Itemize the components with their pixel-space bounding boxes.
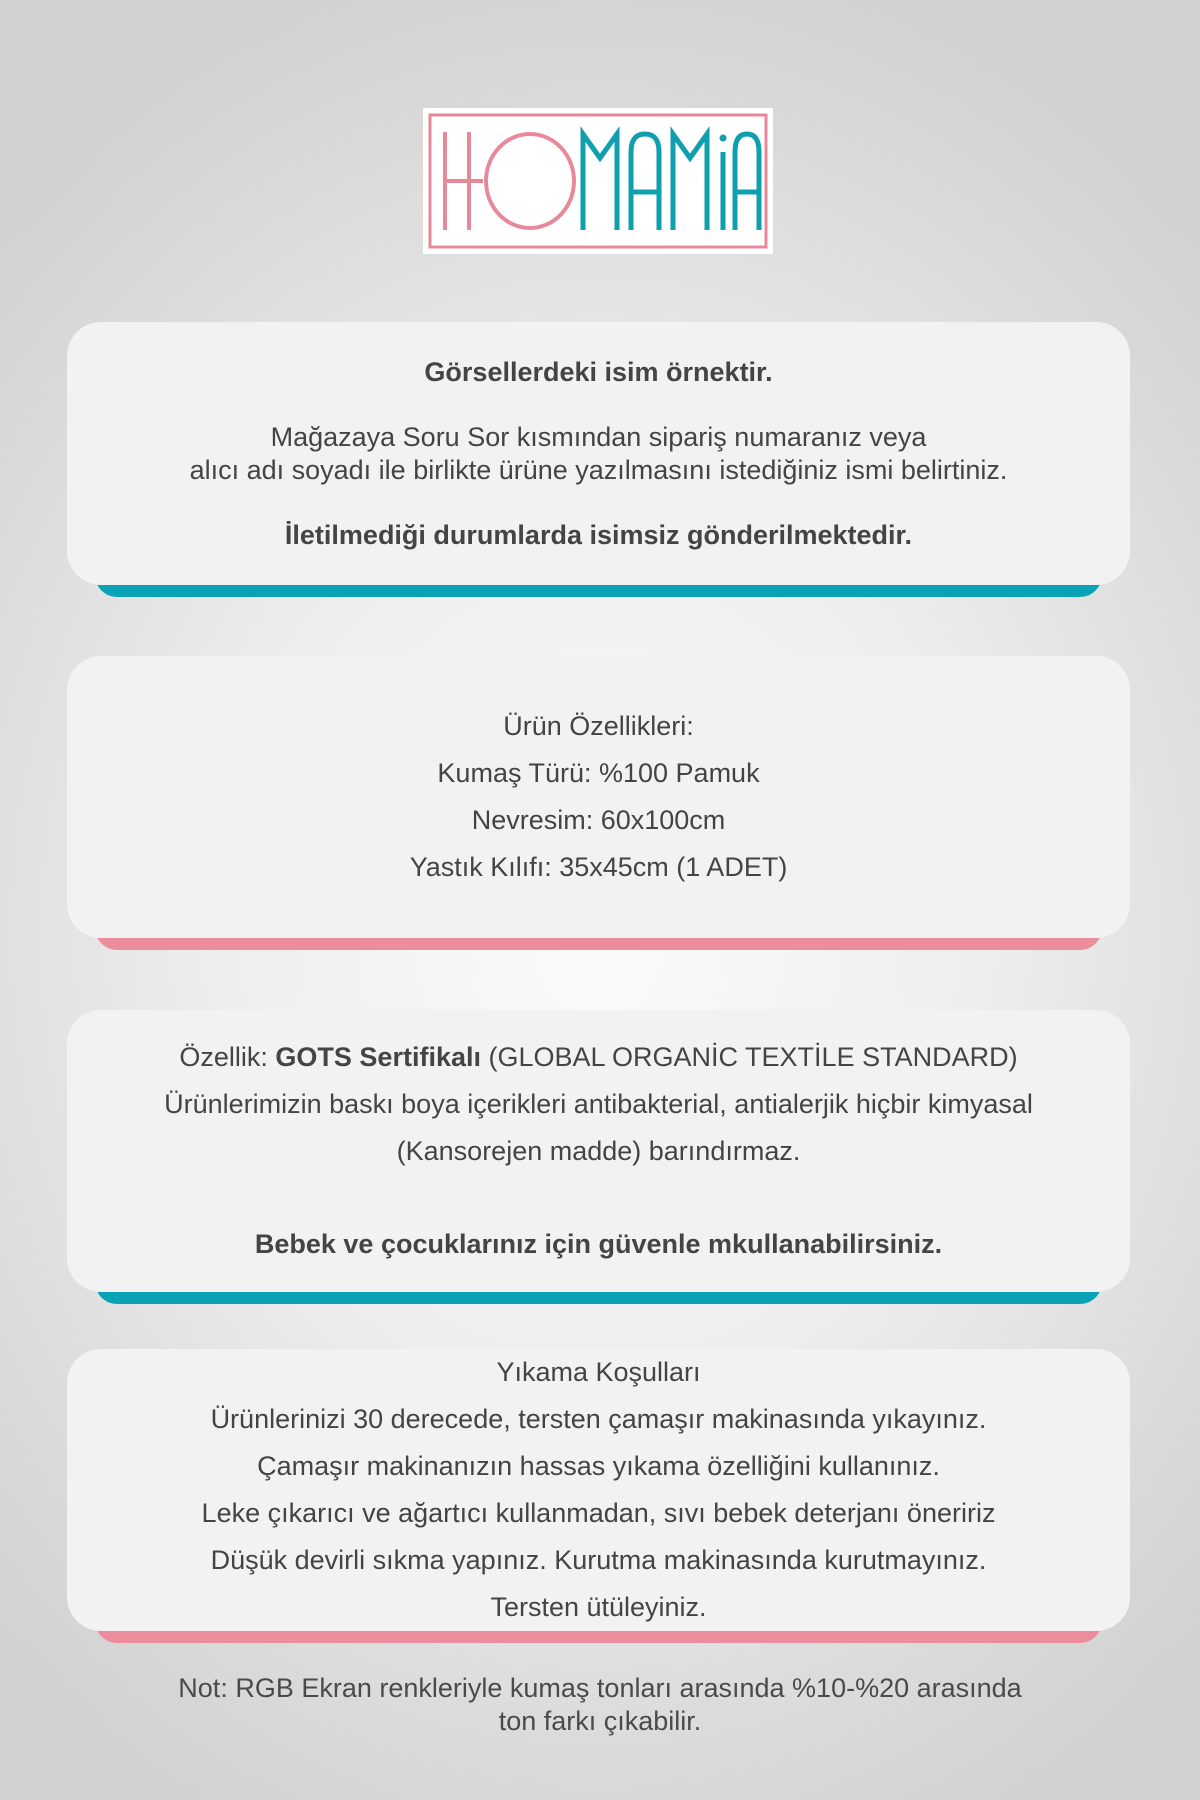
personalization-info-card	[67, 322, 1130, 585]
certification-line	[179, 1034, 1017, 1081]
washing-instruction: Leke çıkarıcı ve ağartıcı kullanmadan, sıvı bebek deterjanı öneririz	[201, 1498, 996, 1528]
card-panel	[67, 656, 1130, 938]
note-line: ton farkı çıkabilir.	[498, 1706, 702, 1736]
card-footer-note: Bebek ve çocuklarınız için güvenle mkullanabilirsiniz.	[254, 1229, 943, 1259]
washing-instruction: Düşük devirli sıkma yapınız. Kurutma makinasında kurutmayınız.	[210, 1545, 987, 1575]
washing-instruction: Çamaşır makinanızın hassas yıkama özelliğini kullanınız.	[257, 1451, 940, 1481]
card-panel	[67, 1349, 1130, 1631]
pillowcase-size: Yastık Kılıfı: 35x45cm (1 ADET)	[409, 852, 788, 882]
card-footer-note: İletilmediği durumlarda isimsiz gönderilmektedir.	[284, 519, 913, 550]
card-title: Görsellerdeki isim örnektir.	[424, 356, 773, 387]
washing-heading: Yıkama Koşulları	[496, 1357, 701, 1387]
card-body-line: (Kansorejen madde) barındırmaz.	[396, 1136, 801, 1166]
card-body-line: Mağazaya Soru Sor kısmından sipariş numaranız veya	[270, 421, 927, 452]
washing-instruction: Tersten ütüleyiniz.	[490, 1592, 707, 1622]
color-disclaimer-note	[0, 1672, 1200, 1738]
card-panel	[67, 1010, 1130, 1292]
fabric-type: Kumaş Türü: %100 Pamuk	[437, 758, 760, 788]
features-heading: Ürün Özellikleri:	[503, 711, 694, 741]
washing-instruction: Ürünlerinizi 30 derecede, tersten çamaşır makinasında yıkayınız.	[210, 1404, 987, 1434]
product-features-card	[67, 656, 1130, 938]
duvet-size: Nevresim: 60x100cm	[471, 805, 726, 835]
certification-card	[67, 1010, 1130, 1292]
card-body-line: alıcı adı soyadı ile birlikte ürüne yazılmasını istediğiniz ismi belirtiniz.	[189, 454, 1008, 485]
card-body-line: Ürünlerimizin baskı boya içerikleri antibakterial, antialerjik hiçbir kimyasal	[164, 1089, 1033, 1119]
logo-graphic	[423, 108, 773, 254]
gots-certified-text: GOTS Sertifikalı	[275, 1042, 481, 1072]
washing-instructions-card	[67, 1349, 1130, 1631]
standard-name: (GLOBAL ORGANİC TEXTİLE STANDARD)	[480, 1042, 1018, 1072]
card-panel	[67, 322, 1130, 585]
note-line: Not: RGB Ekran renkleriyle kumaş tonları arasında %10-%20 arasında	[178, 1673, 1022, 1703]
homamia-logo	[423, 108, 773, 254]
feature-label: Özellik:	[179, 1042, 276, 1072]
